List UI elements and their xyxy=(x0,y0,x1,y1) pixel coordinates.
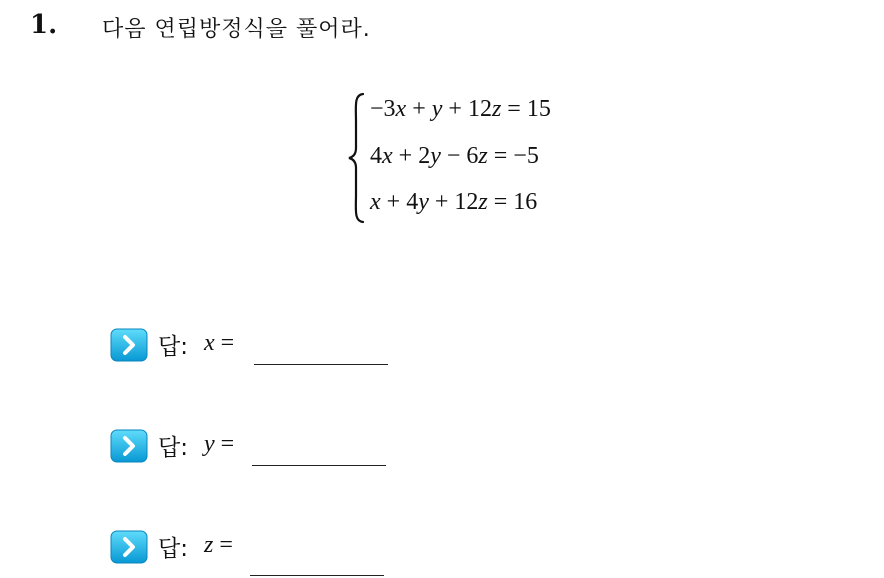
answer-blank-z[interactable] xyxy=(250,575,384,576)
equation-term: 4 xyxy=(370,143,382,169)
equation-rhs: = 16 xyxy=(487,189,538,215)
equation-1 xyxy=(370,96,551,123)
problem-prompt: 다음 연립방정식을 풀어라. xyxy=(102,17,371,42)
answer-label: 답: xyxy=(158,536,188,562)
equation-term: + 12 xyxy=(428,189,479,215)
equation-term: + 2 xyxy=(392,143,431,169)
equation-2 xyxy=(370,143,539,170)
answer-row-z xyxy=(110,528,410,568)
equation-variable: x xyxy=(395,96,407,122)
equation-variable: z xyxy=(478,143,488,169)
equation-variable: x xyxy=(382,143,393,169)
equation-variable: z xyxy=(478,189,488,215)
equation-term: + xyxy=(406,96,432,122)
equation-variable: z xyxy=(491,96,502,122)
chevron-right-icon xyxy=(110,530,148,564)
answer-variable: z = xyxy=(204,532,233,558)
equation-variable: y xyxy=(431,96,443,122)
equation-variable: y xyxy=(418,189,429,215)
left-brace-icon xyxy=(348,92,368,224)
problem-number: 1. xyxy=(30,10,58,40)
equation-term: + 12 xyxy=(442,96,492,122)
answer-row-x xyxy=(110,326,410,366)
answer-variable: y = xyxy=(204,431,235,457)
answer-variable: x = xyxy=(204,330,235,356)
equation-term: + 4 xyxy=(380,189,419,215)
equation-system xyxy=(348,88,608,228)
equation-variable: x xyxy=(370,189,381,215)
answer-blank-y[interactable] xyxy=(252,465,386,466)
equation-term: −3 xyxy=(370,96,396,122)
equation-rhs: = 15 xyxy=(501,96,551,122)
equation-term: − 6 xyxy=(440,143,479,169)
chevron-right-icon xyxy=(110,429,148,463)
answer-row-y xyxy=(110,427,410,467)
equation-rhs: = −5 xyxy=(487,143,539,169)
equation-3 xyxy=(370,189,537,216)
chevron-right-icon xyxy=(110,328,148,362)
answer-label: 답: xyxy=(158,435,188,461)
answer-label: 답: xyxy=(158,334,188,360)
equation-variable: y xyxy=(430,143,441,169)
answer-blank-x[interactable] xyxy=(254,364,388,365)
